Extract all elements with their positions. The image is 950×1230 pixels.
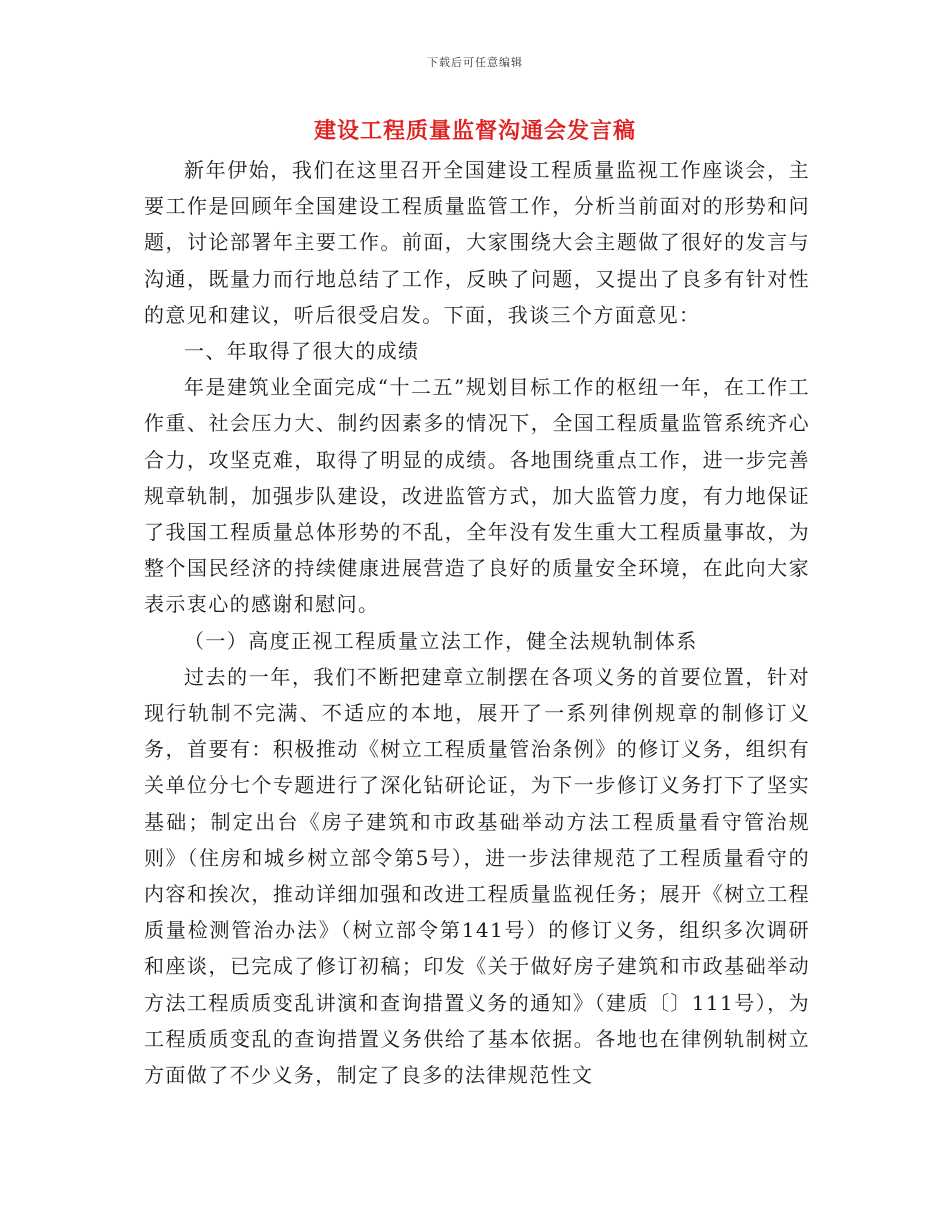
header-note: 下载后可任意编辑 (427, 56, 523, 69)
paragraph-intro: 新年伊始，我们在这里召开全国建设工程质量监视工作座谈会，主要工作是回顾年全国建设工程质量监管工作，分析当前面对的形势和问题，讨论部署年主要工作。前面，大家围绕大会主题做了很好的发言与沟通，既量力而行地总结了工作，反映了问题，又提出了良多有针对性的意见和建议，听后很受启发。下面，我谈三个方面意见： (144, 158, 810, 327)
section-heading-1: 一、年取得了很大的成绩 (184, 339, 420, 364)
paragraph-achievements: 年是建筑业全面完成“十二五”规划目标工作的枢纽一年，在工作工作重、社会压力大、制约因素多的情况下，全国工程质量监管系统齐心合力，攻坚克难，取得了明显的成绩。各地围绕重点工作，进一步完善规章轨制，加强步队建设，改进监管方式，加大监管力度，有力地保证了我国工程质量总体形势的不乱，全年没有发生重大工程质量事故，为整个国民经济的持续健康进展营造了良好的质量安全环境，在此向大家表示衷心的感谢和慰问。 (144, 375, 810, 617)
subsection-heading-1: （一）高度正视工程质量立法工作，健全法规轨制体系 (184, 628, 698, 653)
document-body (144, 152, 810, 1093)
document-title: 建设工程质量监督沟通会发言稿 (313, 118, 636, 144)
paragraph-legislation: 过去的一年，我们不断把建章立制摆在各项义务的首要位置，针对现行轨制不完满、不适应的本地，展开了一系列律例规章的制修订义务，首要有：积极推动《树立工程质量管治条例》的修订义务，组织有关单位分七个专题进行了深化钻研论证，为下一步修订义务打下了坚实基础；制定出台《房子建筑和市政基础举动方法工程质量看守管治规则》（住房和城乡树立部令第5号），进一步法律规范了工程质量看守的内容和挨次，推动详细加强和改进工程质量监视任务；展开《树立工程质量检测管治办法》（树立部令第141号）的修订义务，组织多次调研和座谈，已完成了修订初稿；印发《关于做好房子建筑和市政基础举动方法工程质质变乱讲演和查询措置义务的通知》（建质〔〕111号），为工程质质变乱的查询措置义务供给了基本依据。各地也在律例轨制树立方面做了不少义务，制定了良多的法律规范性文 (144, 664, 810, 1088)
